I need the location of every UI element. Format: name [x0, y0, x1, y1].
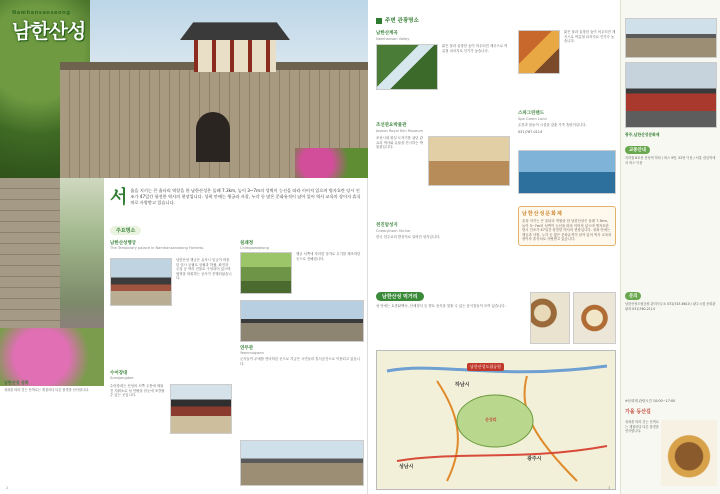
map-label-hanam: 하남시	[455, 382, 470, 388]
site-item-palace	[110, 240, 230, 250]
pavilion-pillars	[194, 40, 276, 72]
tour-section-heading	[376, 16, 419, 24]
map-road-1	[437, 381, 458, 481]
hours-note: ※문화재 관람시간 10:00~17:00	[625, 399, 676, 403]
site-title: 수어장대	[110, 371, 128, 376]
side-photo-note: 성곽을 따라 걷는 산책로는 계절마다 다른 풍경을 선사합니다.	[4, 388, 90, 392]
hero-gate-arch	[196, 112, 230, 162]
hiking-note: 성곽을 따라 걷는 산책로는 계절마다 다른 풍경을 선사합니다.	[625, 420, 659, 434]
page-number-right: 3	[608, 486, 611, 490]
intro-drop-cap: 서	[110, 187, 128, 208]
photo-festival-parade	[625, 62, 717, 128]
tour-item-shrine	[376, 222, 512, 240]
site-body-sueojangdae: 수어장대는 산성의 서쪽 주봉에 세워진 지휘소로 성 안팎을 한눈에 조망할 수 있는 곳입니다.	[110, 384, 165, 398]
site-item-sueojangdae	[110, 370, 230, 380]
photo-valley	[376, 44, 438, 90]
site-subtitle: Sueojangdae	[110, 376, 134, 380]
title-english: Namhansanseong	[12, 10, 71, 16]
photo-food-2	[573, 292, 616, 344]
tour-subtitle: Spa Green Land	[518, 117, 547, 121]
photo-yeonmugwan	[240, 300, 364, 342]
intro-paragraph	[110, 188, 362, 207]
hero-photo-fortress	[0, 0, 368, 178]
intro-text: 울을 지키는 큰 울타리 역할을 한 남한산성은 둘레 7.3km, 높이 3~7m의 성벽이 능선을 따라 이어져 있으며 병자호란 당시 인조가 47일간 항전한 역사의 현장입니다. 성곽 안에는 행궁과 사찰, 누각 등 많은 문화유적이 남아 있어 역사 교육의 장이자 휴식처로 사랑받고 있습니다.	[130, 188, 361, 206]
site-item-chimgwaejeong	[240, 240, 364, 250]
site-subtitle: The Temporary palace in Namhansanseong Fortress	[110, 246, 204, 250]
tour-subtitle: Joseon Royal Kiln Museum	[376, 129, 423, 133]
section-marker-icon	[376, 18, 382, 24]
site-title: 연무관	[240, 346, 254, 351]
sidebar-caption: 광주,남한산성문화제	[625, 132, 660, 137]
map-label-gwangju: 광주시	[527, 456, 542, 462]
site-item-yeonmugwan	[240, 345, 364, 366]
photo-food-1	[530, 292, 570, 344]
main-sites-heading: 주요명소	[110, 226, 141, 235]
info-sidebar	[620, 0, 720, 494]
tour-body: 온천과 물놀이 시설을 갖춘 가족 휴양지입니다.	[518, 123, 587, 127]
side-photo-caption: 남한산성 성곽	[4, 380, 29, 385]
title-korean: 남한산성	[12, 19, 86, 43]
photo-chimgwaejeong	[240, 252, 292, 294]
festival-box	[518, 206, 616, 246]
right-page	[368, 0, 720, 494]
map-highway	[397, 446, 607, 461]
photo-palace	[110, 258, 172, 306]
tour-tel: 031)767-0114	[518, 129, 543, 134]
photo-kiln	[428, 136, 510, 186]
tour-section-label: 주변 관광명소	[385, 18, 419, 24]
site-title: 남한산성행궁	[110, 241, 137, 246]
map-label-fortress: 산성리	[485, 417, 497, 422]
map-label-seongnam: 성남시	[399, 464, 414, 470]
tour-item-spa	[518, 110, 616, 134]
tour-item-kiln	[376, 122, 512, 133]
tour-subtitle: Cheonjinam Shrine	[376, 229, 411, 233]
photo-spa	[518, 150, 616, 194]
tour-title: 남한산계곡	[376, 31, 398, 36]
page-number-left: 2	[6, 486, 9, 490]
info-list: 남한산성도립공원 관리사무소 031)743-6610 / 광주시청 문화관광과 031)760-2114	[625, 302, 716, 311]
pavilion-roof	[180, 18, 290, 40]
photo-fortress-view	[240, 440, 364, 486]
hiking-boot-illustration	[661, 420, 717, 486]
site-body: 군사들이 무예를 연마하던 곳으로 지금은 시민들의 휴식공간으로 이용되고 있습니다.	[240, 357, 360, 366]
map-road-2	[524, 376, 577, 481]
tour-item-valley	[376, 30, 512, 41]
traffic-list: 지하철 8호선 산성역 하차 / 버스 9번, 52번 이용 / 서울 잠실역에서 버스 이용	[625, 156, 716, 165]
photo-sidebar-gate	[625, 18, 717, 58]
tour-subtitle: Namhansan Valley	[376, 37, 410, 41]
festival-body: 울을 지키는 큰 울타리 역할을 한 남한산성은 둘레 7.3km, 높이 3~7m의 성벽이 능선을 따라 이어져 있으며 병자호란 당시 인조가 47일간 항전한 역사의 현장입니다. 성곽 안에는 행궁과 사찰, 누각 등 많은 문화유적이 남아 있어 역사 교육의 장이자 휴식처로 사랑받고 있습니다.	[522, 219, 612, 242]
site-body-palace: 남한산성 행궁은 유사시 임금이 머물던 임시 궁궐로 상궐과 하궐, 좌전과 우실 등 여러 건물로 구성되어 있으며 원형을 복원하는 공사가 진행되었습니다.	[176, 258, 232, 281]
info-heading: 문의	[625, 292, 641, 300]
tour-body-kiln: 조선시대 왕실 도자기를 굽던 관요의 역사와 유물을 전시하는 박물관입니다.	[376, 136, 423, 150]
photo-sueojangdae	[170, 384, 232, 434]
site-subtitle: Chimgwaejeong	[240, 246, 269, 250]
tour-title: 스파그린랜드	[518, 111, 545, 116]
hiking-title: 가을 등산길	[625, 409, 651, 415]
traffic-heading: 교통안내	[625, 146, 650, 154]
food-heading: 남한산성 먹거리	[376, 292, 424, 301]
tour-title: 천진암성지	[376, 223, 398, 228]
hero-flowers	[295, 148, 368, 178]
site-subtitle: Yeonmugwan	[240, 351, 264, 355]
side-photo-flowers	[0, 328, 104, 386]
title-block	[12, 10, 85, 44]
photo-autumn	[518, 30, 560, 74]
side-photo-wall	[0, 178, 104, 386]
tour-body-valley: 맑은 물과 울창한 숲이 어우러진 계곡으로 여름철 피서지로 인기가 높습니다.	[442, 44, 508, 53]
tour-title: 조선관요박물관	[376, 123, 407, 128]
festival-title: 남한산성문화제	[522, 211, 563, 217]
site-title: 침괘정	[240, 241, 254, 246]
site-body-chimgwaejeong: 행궁 서쪽에 자리한 정자로 무기를 제조하던 곳으로 전해집니다.	[296, 252, 361, 261]
tour-body-autumn: 맑은 물과 울창한 숲이 어우러진 계곡으로 여름철 피서지로 인기가 높습니다.	[564, 30, 616, 44]
area-map	[376, 350, 616, 490]
food-body: 성 안에는 토종닭백숙, 산채정식 등 향토 음식을 맛볼 수 있는 음식점들이 모여 있습니다.	[376, 304, 506, 308]
tour-body: 한국 천주교의 발상지로 알려진 성지입니다.	[376, 235, 441, 239]
hero-pavilion	[180, 18, 290, 78]
map-label-park: 남한산성도립공원	[467, 363, 504, 371]
